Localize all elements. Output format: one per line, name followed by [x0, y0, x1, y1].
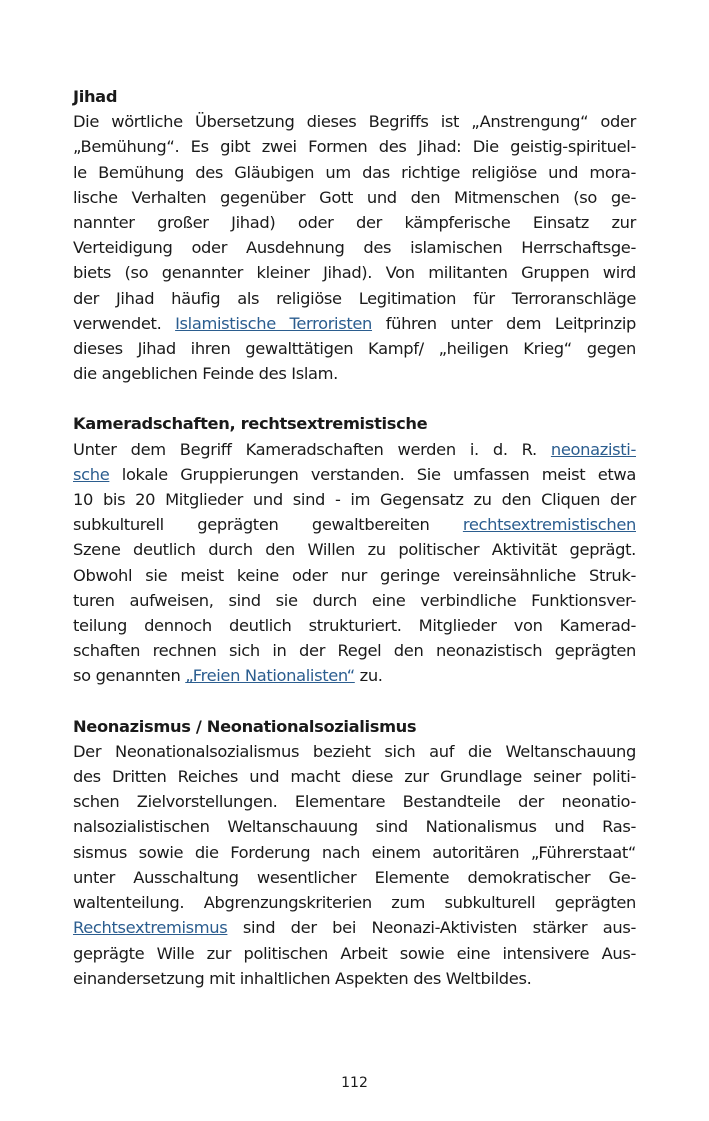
entry-kameradschaften	[73, 411, 636, 688]
text-line: einandersetzung mit inhaltlichen Aspekten des Weltbildes.	[73, 968, 532, 988]
text-line: Obwohl sie meist keine oder nur geringe vereinsähnliche Struk-	[73, 565, 636, 585]
text-line: turen aufweisen, sind sie durch eine verbindliche Funktionsver-	[73, 590, 636, 610]
text-line: dieses Jihad ihren gewalttätigen Kampf/ „heiligen Krieg“ gegen	[73, 339, 636, 359]
text-line	[73, 311, 636, 336]
term-definition	[73, 437, 636, 689]
text-line: der Jihad häufig als religiöse Legitimation für Terroranschläge	[73, 288, 636, 308]
text-line	[73, 512, 636, 537]
text-line: waltenteilung. Abgrenzungskriterien zum subkulturell geprägten	[73, 893, 636, 913]
text-line: geprägte Wille zur politischen Arbeit sowie eine intensivere Aus-	[73, 943, 636, 963]
text-line: des Dritten Reiches und macht diese zur Grundlage seiner politi-	[73, 767, 636, 787]
text-segment: lokale Gruppierungen verstanden. Sie umfassen meist etwa	[109, 464, 636, 484]
page-number: 112	[341, 1075, 368, 1091]
link-neonazistische-cont[interactable]: sche	[73, 464, 110, 484]
text-line: teilung dennoch deutlich strukturiert. Mitglieder von Kamerad-	[73, 616, 636, 636]
entry-neonazismus	[73, 714, 636, 991]
link-neonazistische[interactable]: neonazisti-	[550, 439, 636, 459]
term-definition	[73, 109, 636, 386]
text-line: die angeblichen Feinde des Islam.	[73, 364, 339, 384]
text-line: le Bemühung des Gläubigen um das richtige religiöse und mora-	[73, 162, 636, 182]
term-heading: Neonazismus / Neonationalsozialismus	[73, 716, 417, 736]
text-line: sismus sowie die Forderung nach einem autoritären „Führerstaat“	[73, 842, 636, 862]
link-freien-nationalisten[interactable]: „Freien Nationalisten“	[185, 666, 355, 686]
text-line: nalsozialistischen Weltanschauung sind Nationalismus und Ras-	[73, 817, 636, 837]
link-rechtsextremismus[interactable]: Rechtsextremismus	[73, 918, 228, 938]
link-rechtsextremistischen[interactable]: rechtsextremistischen	[462, 515, 636, 535]
text-segment: zu.	[354, 666, 383, 686]
text-segment: Unter dem Begriff Kameradschaften werden i. d. R.	[73, 439, 551, 459]
text-line: biets (so genannter kleiner Jihad). Von militanten Gruppen wird	[73, 263, 636, 283]
text-line	[73, 663, 636, 688]
term-heading: Jihad	[73, 87, 118, 106]
text-line: schaften rechnen sich in der Regel den neonazistisch geprägten	[73, 641, 636, 661]
link-islamistische-terroristen[interactable]: Islamistische Terroristen	[175, 313, 373, 333]
text-line: Der Neonationalsozialismus bezieht sich auf die Weltanschauung	[73, 741, 636, 761]
text-line: nannter großer Jihad) oder der kämpferische Einsatz zur	[73, 213, 636, 233]
text-segment: führen unter dem Leitprinzip	[372, 313, 636, 333]
term-heading: Kameradschaften, rechtsextremistische	[73, 414, 428, 434]
text-line	[73, 462, 636, 487]
text-line: Szene deutlich durch den Willen zu politischer Aktivität geprägt.	[73, 540, 636, 560]
text-segment: verwendet.	[73, 313, 176, 333]
text-line: schen Zielvorstellungen. Elementare Bestandteile der neonatio-	[73, 792, 636, 812]
entry-jihad	[73, 84, 636, 386]
term-definition	[73, 739, 636, 991]
text-line: lische Verhalten gegenüber Gott und den Mitmenschen (so ge-	[73, 187, 636, 207]
text-line: „Bemühung“. Es gibt zwei Formen des Jihad: Die geistig-spirituel-	[73, 137, 636, 157]
text-segment: sind der bei Neonazi-Aktivisten stärker aus-	[227, 918, 636, 938]
text-line: Verteidigung oder Ausdehnung des islamischen Herrschaftsge-	[73, 238, 636, 258]
text-segment: so genannten	[73, 666, 186, 686]
text-line: Die wörtliche Übersetzung dieses Begriffs ist „Anstrengung“ oder	[73, 112, 636, 132]
text-line	[73, 915, 636, 940]
text-segment: subkulturell geprägten gewaltbereiten	[73, 515, 463, 535]
text-line: unter Ausschaltung wesentlicher Elemente demokratischer Ge-	[73, 867, 636, 887]
text-line	[73, 437, 636, 462]
glossary-page	[73, 84, 636, 1016]
text-line: 10 bis 20 Mitglieder und sind - im Gegensatz zu den Cliquen der	[73, 490, 636, 510]
